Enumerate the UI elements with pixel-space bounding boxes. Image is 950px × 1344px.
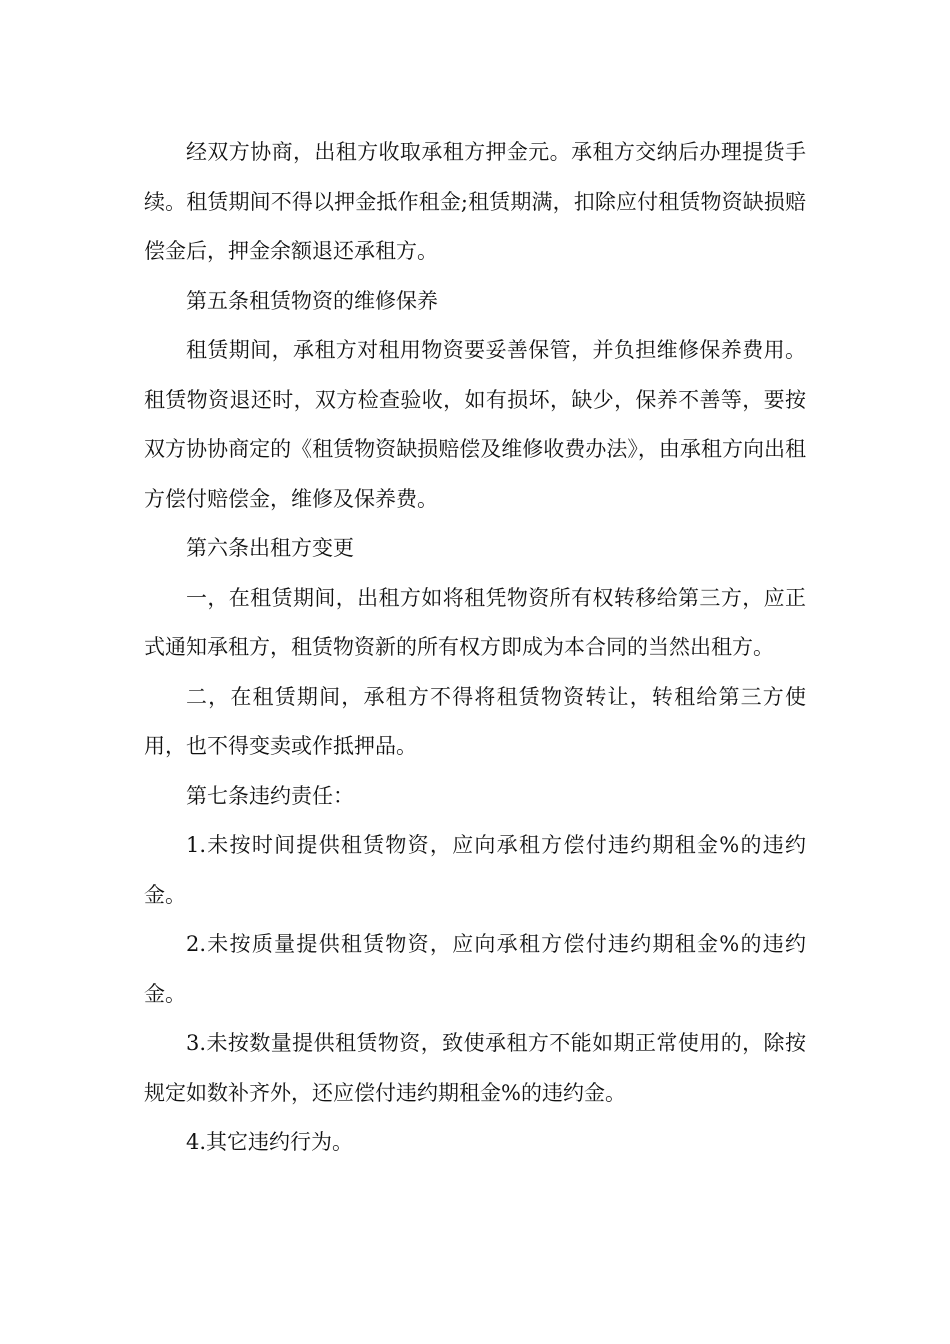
article-5-heading: 第五条租赁物资的维修保养 (186, 288, 438, 313)
paragraph-lessor-change-2: 二，在租赁期间，承租方不得将租赁物资转让，转租给第三方使用，也不得变卖或作抵押品。 (144, 684, 806, 758)
document-body (144, 128, 806, 1168)
article-6-heading: 第六条出租方变更 (186, 536, 354, 560)
paragraph-lessor-change-1: 一，在租赁期间，出租方如将租凭物资所有权转移给第三方，应正式通知承租方，租赁物资新的所有权方即成为本合同的当然出租方。 (144, 585, 806, 659)
breach-item-2: 2.未按质量提供租赁物资，应向承租方偿付违约期租金%的违约金。 (144, 932, 806, 1006)
breach-item-4: 4.其它违约行为。 (186, 1130, 354, 1154)
breach-item-3: 3.未按数量提供租赁物资，致使承租方不能如期正常使用的，除按规定如数补齐外，还应偿付违约期租金%的违约金。 (144, 1031, 806, 1105)
article-7-heading: 第七条违约责任： (186, 783, 354, 808)
breach-item-1: 1.未按时间提供租赁物资，应向承租方偿付违约期租金%的违约金。 (144, 833, 806, 907)
paragraph-maintenance: 租赁期间，承租方对租用物资要妥善保管，并负担维修保养费用。租赁物资退还时，双方检查验收，如有损坏，缺少，保养不善等，要按双方协协商定的《租赁物资缺损赔偿及维修收费办法》，由承租方向出租方偿付赔偿金，维修及保养费。 (144, 338, 806, 511)
paragraph-deposit: 经双方协商，出租方收取承租方押金元。承租方交纳后办理提货手续。租赁期间不得以押金抵作租金;租赁期满，扣除应付租赁物资缺损赔偿金后，押金余额退还承租方。 (144, 140, 806, 263)
